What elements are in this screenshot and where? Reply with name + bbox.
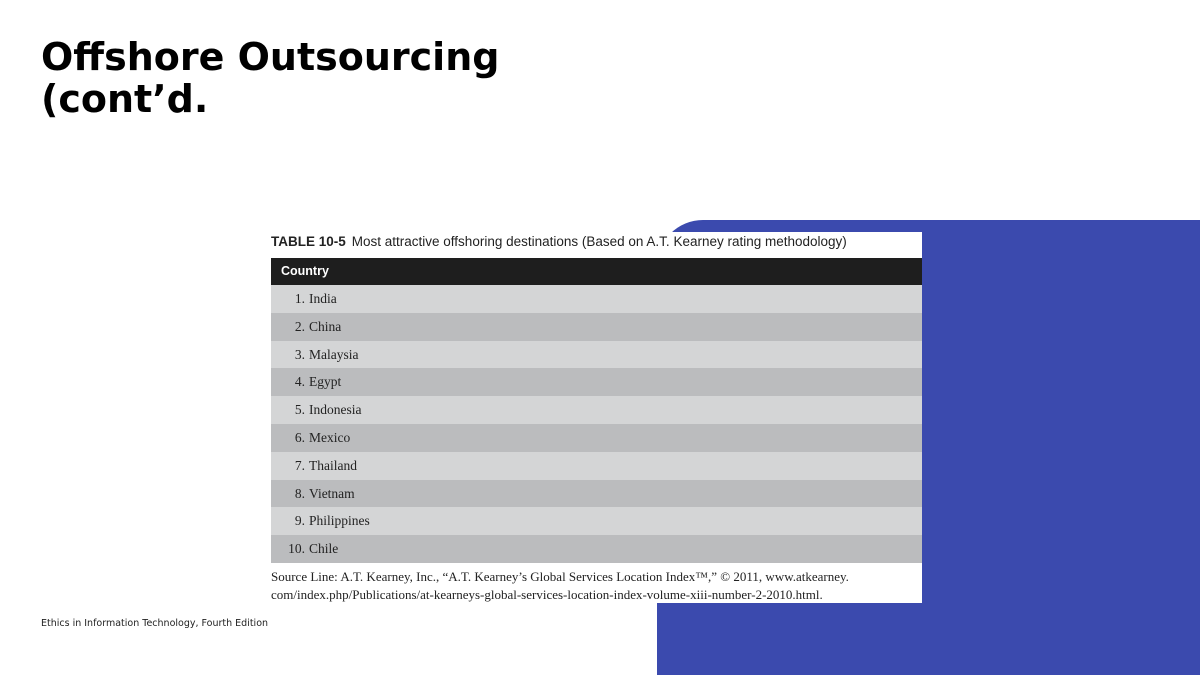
row-country: Egypt [309,374,342,390]
row-country: Philippines [309,513,370,529]
row-rank: 4. [294,374,305,390]
table-body [271,285,922,563]
row-rank: 6. [294,429,305,445]
table-figure [263,232,922,603]
table-number: TABLE 10-5 [271,234,346,249]
row-rank: 10. [288,541,305,557]
row-country: Chile [309,541,339,557]
row-rank: 7. [294,457,305,473]
table-source-note [271,568,922,604]
table-row [271,507,922,535]
row-country: Malaysia [309,346,359,362]
row-rank: 9. [294,513,305,529]
row-country: Vietnam [309,485,355,501]
table-caption [271,234,921,249]
table-source-line-1: Source Line: A.T. Kearney, Inc., “A.T. Kearney’s Global Services Location Index™,” © 2011, www.atkearney. [271,569,849,584]
row-country: Mexico [309,429,351,445]
row-rank: 2. [294,318,305,334]
table-row [271,368,922,396]
row-country: Thailand [309,457,357,473]
row-rank: 5. [294,402,305,418]
row-rank: 3. [294,346,305,362]
row-rank: 1. [294,291,305,306]
table-row [271,396,922,424]
table-row [271,480,922,508]
slide-footer: Ethics in Information Technology, Fourth Edition [41,618,269,629]
slide-title-line-1: Offshore Outsourcing [41,35,500,79]
row-country: Indonesia [309,402,362,418]
table-caption-text: Most attractive offshoring destinations (Based on A.T. Kearney rating methodology) [351,234,847,249]
slide-title-line-2: (cont’d. [41,77,209,121]
row-country: India [309,291,337,306]
table-row [271,285,922,313]
table-source-line-2: com/index.php/Publications/at-kearneys-global-services-location-index-volume-xiii-number-2-2010.html. [271,587,823,602]
table-row [271,313,922,341]
table-row [271,535,922,563]
table-header-country: Country [271,258,922,285]
table-row [271,452,922,480]
row-rank: 8. [294,485,305,501]
table-row [271,424,922,452]
slide-title [41,36,641,120]
table-row [271,341,922,369]
row-country: China [309,318,342,334]
